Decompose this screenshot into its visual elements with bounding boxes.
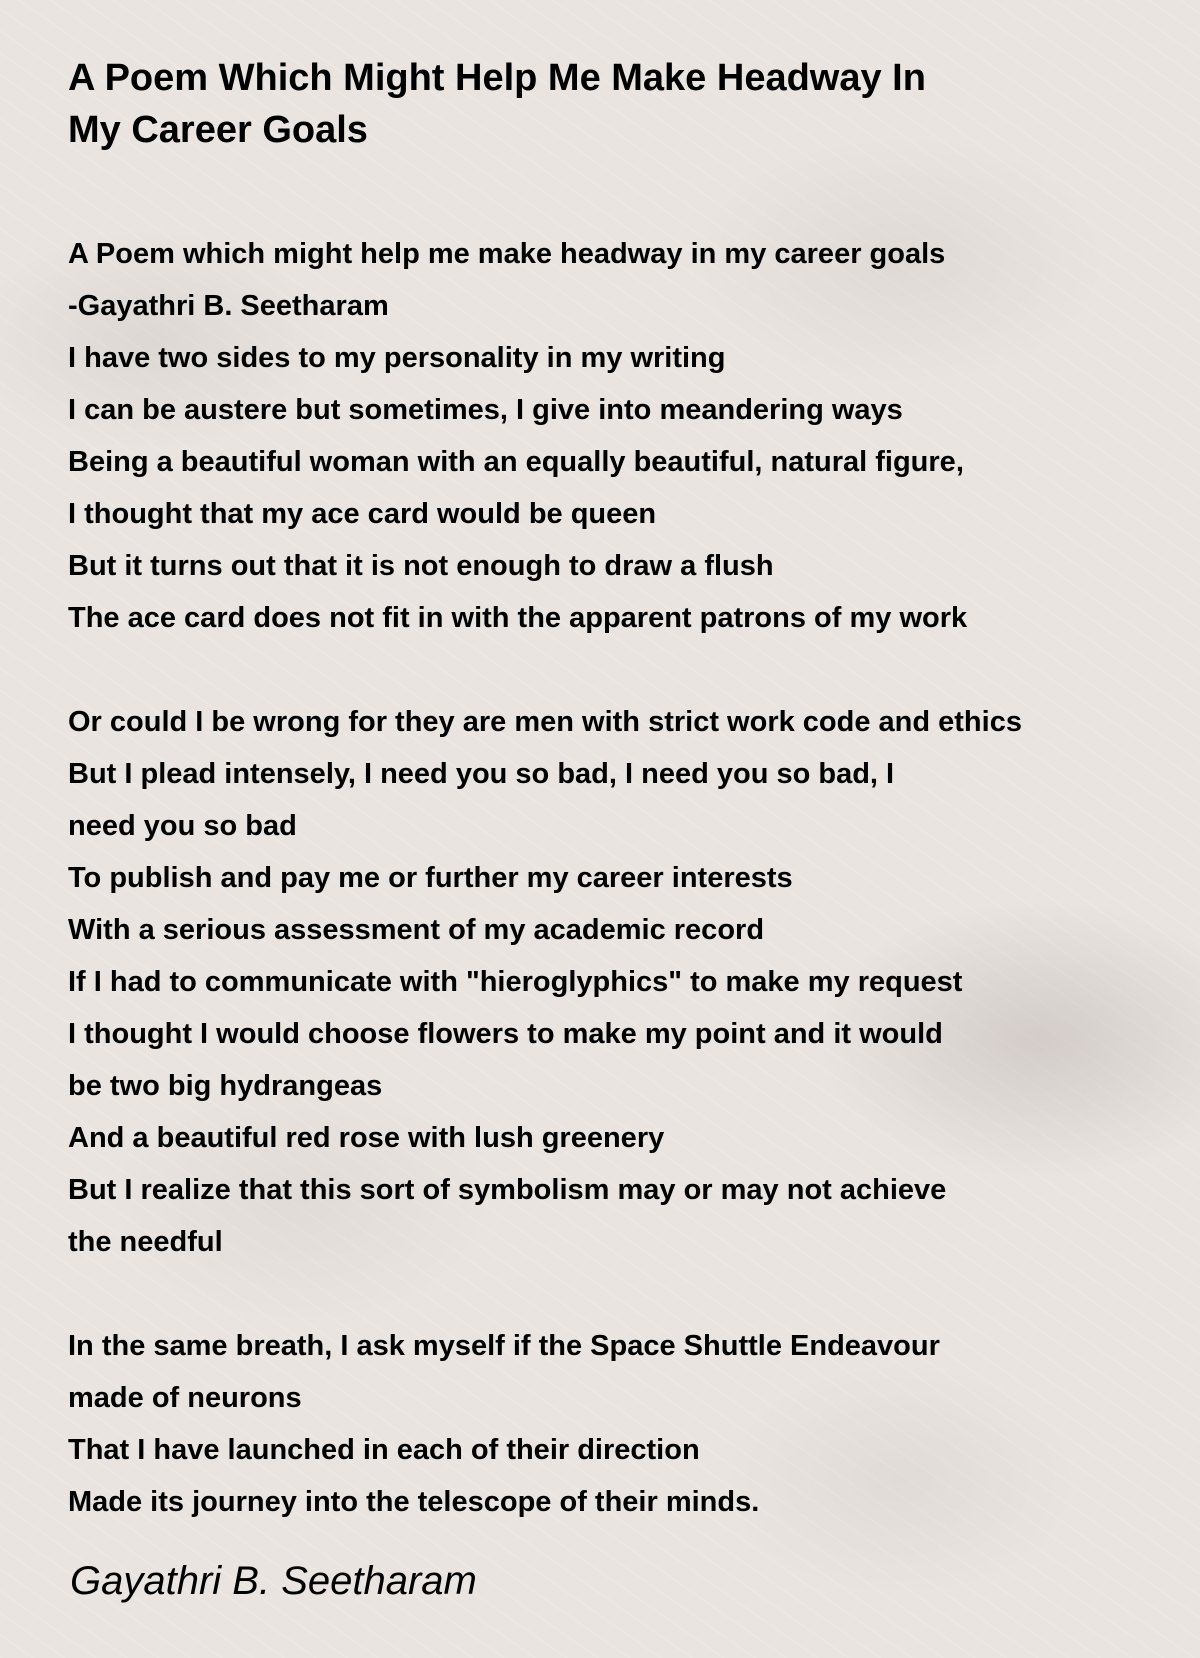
poem-author: Gayathri B. Seetharam: [70, 1559, 477, 1603]
poem-line: But it turns out that it is not enough to draw a flush: [68, 550, 774, 582]
poem-line: Made its journey into the telescope of their minds.: [68, 1486, 760, 1518]
poem-line: And a beautiful red rose with lush greenery: [68, 1122, 665, 1154]
poem-line: But I plead intensely, I need you so bad, I need you so bad, I: [68, 758, 895, 790]
poem-stanza-1: [68, 228, 1178, 644]
poem-line: Being a beautiful woman with an equally beautiful, natural figure,: [68, 446, 964, 478]
poem-stanza-2: [68, 696, 1178, 1268]
poem-line: I thought that my ace card would be queen: [68, 498, 657, 530]
poem-line: made of neurons: [68, 1382, 302, 1414]
poem-line: To publish and pay me or further my career interests: [68, 862, 793, 894]
poem-page: [68, 52, 1178, 1528]
poem-line: the needful: [68, 1226, 223, 1258]
poem-line: Or could I be wrong for they are men with strict work code and ethics: [68, 706, 1022, 738]
poem-line: In the same breath, I ask myself if the Space Shuttle Endeavour: [68, 1330, 940, 1362]
poem-line: I thought I would choose flowers to make my point and it would: [68, 1018, 943, 1050]
poem-line: If I had to communicate with "hieroglyphics" to make my request: [68, 966, 963, 998]
poem-line: be two big hydrangeas: [68, 1070, 383, 1102]
poem-line: That I have launched in each of their direction: [68, 1434, 700, 1466]
poem-title-line: A Poem Which Might Help Me Make Headway In: [68, 57, 926, 99]
poem-line: I can be austere but sometimes, I give into meandering ways: [68, 394, 903, 426]
poem-line: I have two sides to my personality in my writing: [68, 342, 726, 374]
poem-line: But I realize that this sort of symbolism may or may not achieve: [68, 1174, 947, 1206]
poem-line: -Gayathri B. Seetharam: [68, 290, 389, 322]
poem-line: A Poem which might help me make headway in my career goals: [68, 238, 946, 270]
poem-title-line: My Career Goals: [68, 109, 368, 151]
poem-line: With a serious assessment of my academic record: [68, 914, 765, 946]
poem-stanza-3: [68, 1320, 1178, 1528]
poem-body: [68, 228, 1178, 1528]
poem-line: need you so bad: [68, 810, 297, 842]
poem-line: The ace card does not fit in with the apparent patrons of my work: [68, 602, 968, 634]
poem-title: [68, 52, 1068, 156]
